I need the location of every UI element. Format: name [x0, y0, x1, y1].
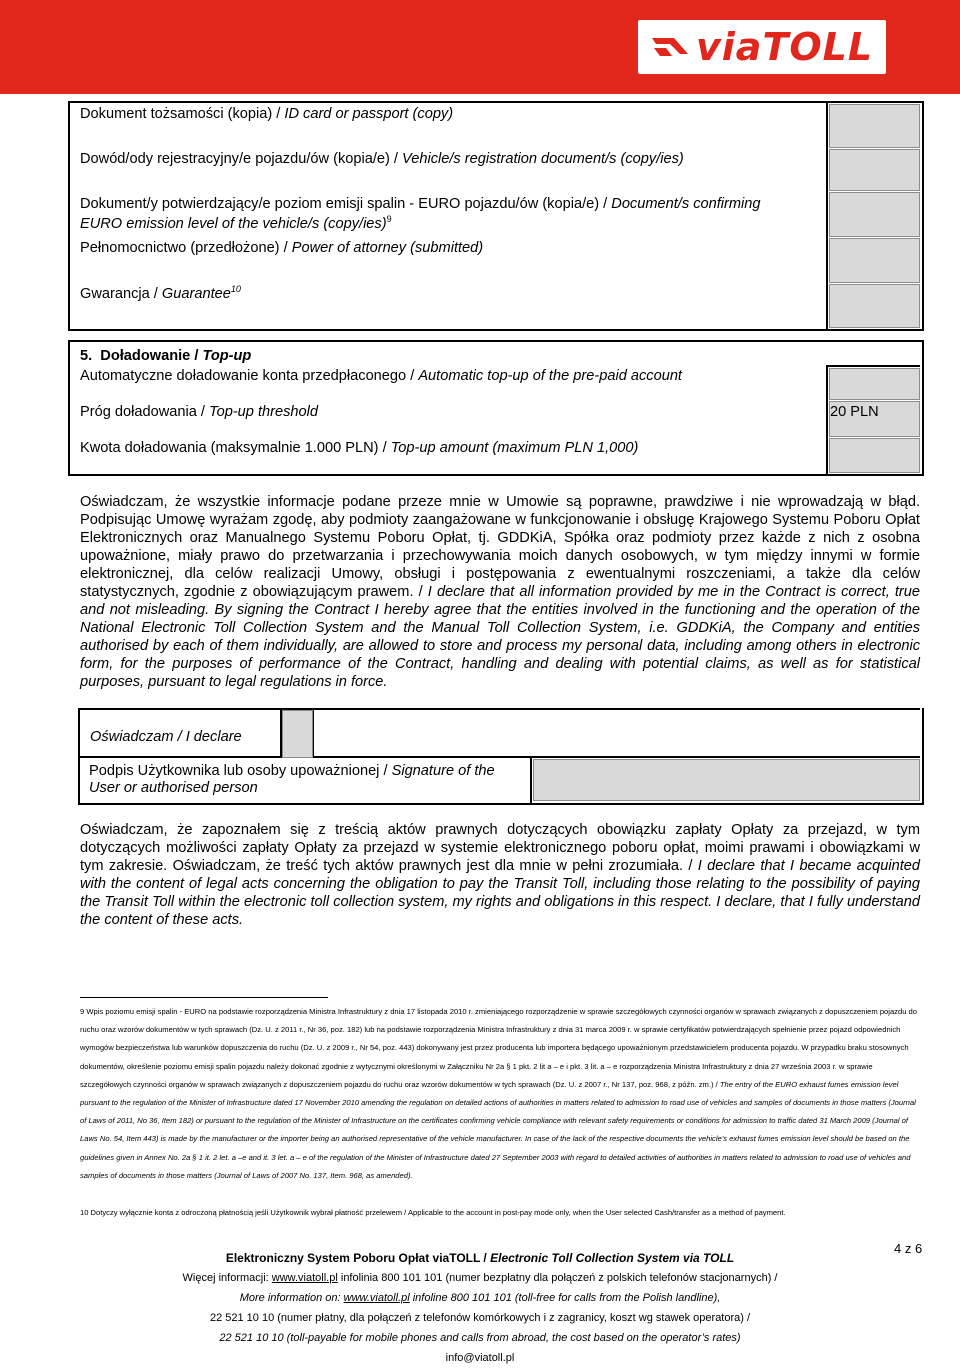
checkbox-power-of-attorney[interactable]: [829, 238, 920, 283]
topup-divider-line: [826, 365, 920, 367]
footer-title: Elektroniczny System Poboru Opłat viaTOLL / Electronic Toll Collection System via TOLL: [225, 1251, 735, 1265]
topup-title: 5. Doładowanie / Top-up: [80, 348, 252, 364]
doc-power-of-attorney: Pełnomocnictwo (przedłożone) / Power of attorney (submitted): [80, 240, 484, 256]
signature-right-mask: [920, 706, 922, 758]
checkbox-euro-emission[interactable]: [829, 192, 920, 237]
logo-swoosh-icon: [650, 30, 690, 62]
footer-info-pl: Więcej informacji: www.viatoll.pl infolinia 800 101 101 (numer bezpłatny dla połączeń z polskich telefonów stacjonarnych) /: [182, 1272, 778, 1284]
topup-amount-field[interactable]: [829, 438, 920, 473]
footer-link-pl[interactable]: www.viatoll.pl: [271, 1272, 338, 1284]
signature-label-line2: User or authorised person: [89, 780, 258, 796]
signature-field[interactable]: [533, 759, 920, 801]
footer-link-en[interactable]: www.viatoll.pl: [343, 1292, 410, 1304]
signature-label-line1: Podpis Użytkownika lub osoby upoważnionej / Signature of the: [89, 763, 495, 779]
topup-threshold-value: 20 PLN: [830, 404, 879, 420]
signature-col-divider: [530, 756, 532, 803]
topup-amount-label: Kwota doładowania (maksymalnie 1.000 PLN) / Top-up amount (maximum PLN 1,000): [80, 440, 639, 456]
header-bar: [0, 0, 960, 94]
doc-euro-line1: Dokument/y potwierdzający/e poziom emisji spalin - EURO pojazdu/ów (kopia/e) / Document/s confirming: [80, 196, 761, 212]
doc-id-card: Dokument tożsamości (kopia) / ID card or passport (copy): [80, 106, 454, 122]
footer-phone-en: 22 521 10 10 (toll-payable for mobile phones and calls from abroad, the cost based on the operator’s rates): [219, 1332, 741, 1344]
checkbox-guarantee[interactable]: [829, 284, 920, 328]
page-number: 4 z 6: [894, 1241, 923, 1256]
topup-table-divider: [826, 366, 828, 474]
doc-euro-line2: EURO emission level of the vehicle/s (copy/ies)$^9$: [80, 214, 392, 232]
footnote-10: 10 Dotyczy wyłącznie konta z odroczoną płatnością jeśli Użytkownik wybrał płatność przelewem / Applicable to the account in post-pay mode only, when the User selected Cash/transfer as a method of payment.: [80, 1208, 786, 1217]
checkbox-id-card[interactable]: [829, 104, 920, 148]
declaration-paragraph-1: Oświadczam, że wszystkie informacje podane przeze mnie w Umowie są poprawne, prawdziwe i nie wprowadzają w błąd. Podpisując Umowę wyrażam zgodę, aby podmioty zaangażowane w funkcjonowanie i obsługę Krajowego Systemu Poboru Opłat Elektronicznych oraz Manualnego Systemu Poboru Opłat, tj. GDDKiA, Spółka oraz podmioty przez każde z nich z osobna upoważnione, miały prawo do przetwarzania i przechowywania moich danych osobowych, w tym między innymi w formie elektronicznej, dla celów realizacji Umowy, obsługi i postępowania z ewentualnymi roszczeniami, a także dla celów statystycznych, zgodnie z obowiązującym prawem. / I declare that all information provided by me in the Contract is correct, true and not misleading. By signing the Contract I hereby agree that the entities involved in the functioning and the operation of the National Electronic Toll Collection System and the Manual Toll Collection System, i.e. GDDKiA, the Company and entities authorised by each of them individually, are allowed to store and process my personal data, including among others in electronic form, for the purposes of performance of the Contract, handling and dealing with potential claims, as well as for statistical purposes, pursuant to legal regulations in force.: [80, 494, 920, 690]
declaration-paragraph-2: Oświadczam, że zapoznałem się z treścią aktów prawnych dotyczących obowiązku zapłaty Opłaty za przejazd, w tym dotyczących możliwości zapłaty Opłaty za przejazd w systemie elektronicznego poboru opłat, moimi prawami i obowiązkami w tym zakresie. Oświadczam, że treść tych aktów prawnych jest dla mnie w pełni zrozumiała. / I declare that I became acquinted with the content of legal acts concerning the obligation to pay the Transit Toll, including those relating to the possibility of paying the Transit Toll within the electronic toll collection system, my rights and obligations in this respect. I declare, that I fully understand the content of these acts.: [80, 822, 920, 928]
doc-vehicle-reg: Dowód/ody rejestracyjny/e pojazdu/ów (kopia/e) / Vehicle/s registration document/s (copy/ies): [80, 151, 684, 167]
topup-threshold-label: Próg doładowania / Top-up threshold: [80, 404, 318, 420]
footer-info-en: More information on: www.viatoll.pl infoline 800 101 101 (toll-free for calls from the Polish landline),: [239, 1292, 721, 1304]
footnote-separator: [80, 997, 328, 998]
signature-row-divider: [80, 756, 922, 758]
checkbox-declare[interactable]: [282, 710, 313, 758]
checkbox-auto-topup[interactable]: [829, 368, 920, 400]
signature-blank-area: [312, 710, 920, 756]
doc-guarantee: Gwarancja / Guarantee$^{10}$: [80, 284, 241, 302]
footer-email[interactable]: info@viatoll.pl: [445, 1352, 515, 1364]
documents-table-divider: [826, 101, 828, 329]
declare-left-border: [280, 708, 282, 758]
checkbox-vehicle-reg[interactable]: [829, 149, 920, 191]
logo-text: viaTOLL: [696, 25, 874, 69]
topup-auto-label: Automatyczne doładowanie konta przedpłaconego / Automatic top-up of the pre-paid account: [80, 368, 682, 384]
declare-label: Oświadczam / I declare: [90, 729, 242, 745]
signature-top-mask: [312, 706, 922, 708]
footnote-9: 9 Wpis poziomu emisji spalin - EURO na podstawie rozporządzenia Ministra Infrastruktury z dnia 17 listopada 2010 r. zmieniającego rozporządzenie w sprawie szczegółowych czynności organów w sprawach związanych z dopuszczeniem pojazdu do ruchu oraz wzorów dokumentów w tych sprawach (Dz. U. z 2011 r., Nr 36, poz. 182) lub na podstawie rozporządzenia Ministra Infrastruktury z dnia 31 marca 2009 r. w sprawie certyfikatów potwierdzających spełnienie przez pojazd odpowiednich wymogów bezpieczeństwa lub warunków dopuszczenia do ruchu (Dz. U. z 2009 r., Nr 54, poz. 443) dokonywany jest przez producenta lub importera będącego upoważnionym przedstawicielem producenta pojazdu. W przypadku braku stosownych dokumentów, określenie poziomu emisji spalin pojazdu należy dokonać zgodnie z wytycznymi określonymi w Załączniku Nr 2a § 1 pkt. 2 lit a – e i pkt. 3 lit. a – e rozporządzenia Ministra Infrastruktury z dnia 27 września 2003 r. w sprawie szczegółowych czynności organów w sprawach związanych z dopuszczeniem pojazdu do ruchu oraz wzorów dokumentów w tych sprawach (Dz. U. z 2007 r., Nr 137, poz. 968, z późn. zm.) / The entry of the EURO exhaust fumes emission level pursuant to the regulation of the Minister of Infrastructure dated 17 November 2010 amending the regulation on detailed actions of authorities in matters related to admission to road use of vehicles and samples of documents in those matters (Journal of Laws of 2011, No 36, Item 182) or pursuant to the regulation of the Minister of Infrastructure on the certificates confirming vehicle compliance with relevant safety requirements or conditions for admission to traffic dated 31 March 2009 (Journal of Laws No. 54, Item 443) is made by the manufacturer or the importer being an authorised representative of the vehicle manufacturer. In case of the lack of the respective documents the vehicle’s exhaust fumes emission level should be based on the guidelines given in Annex No. 2a § 1 it. 2 let. a –e and it. 3 let. a – e of the regulation of the Minister of Infrastructure dated 27 September 2003 with regard to detailed activities of authorities in matters related to admission to road use of vehicles and samples of documents in those matters (Journal of Laws of 2007 No. 137, Item. 968, as amended).: [80, 1007, 917, 1180]
viatoll-logo: [638, 20, 886, 74]
footer-phone-pl: 22 521 10 10 (numer płatny, dla połączeń z telefonów komórkowych i z zagranicy, koszt wg stawek operatora) /: [209, 1312, 751, 1324]
